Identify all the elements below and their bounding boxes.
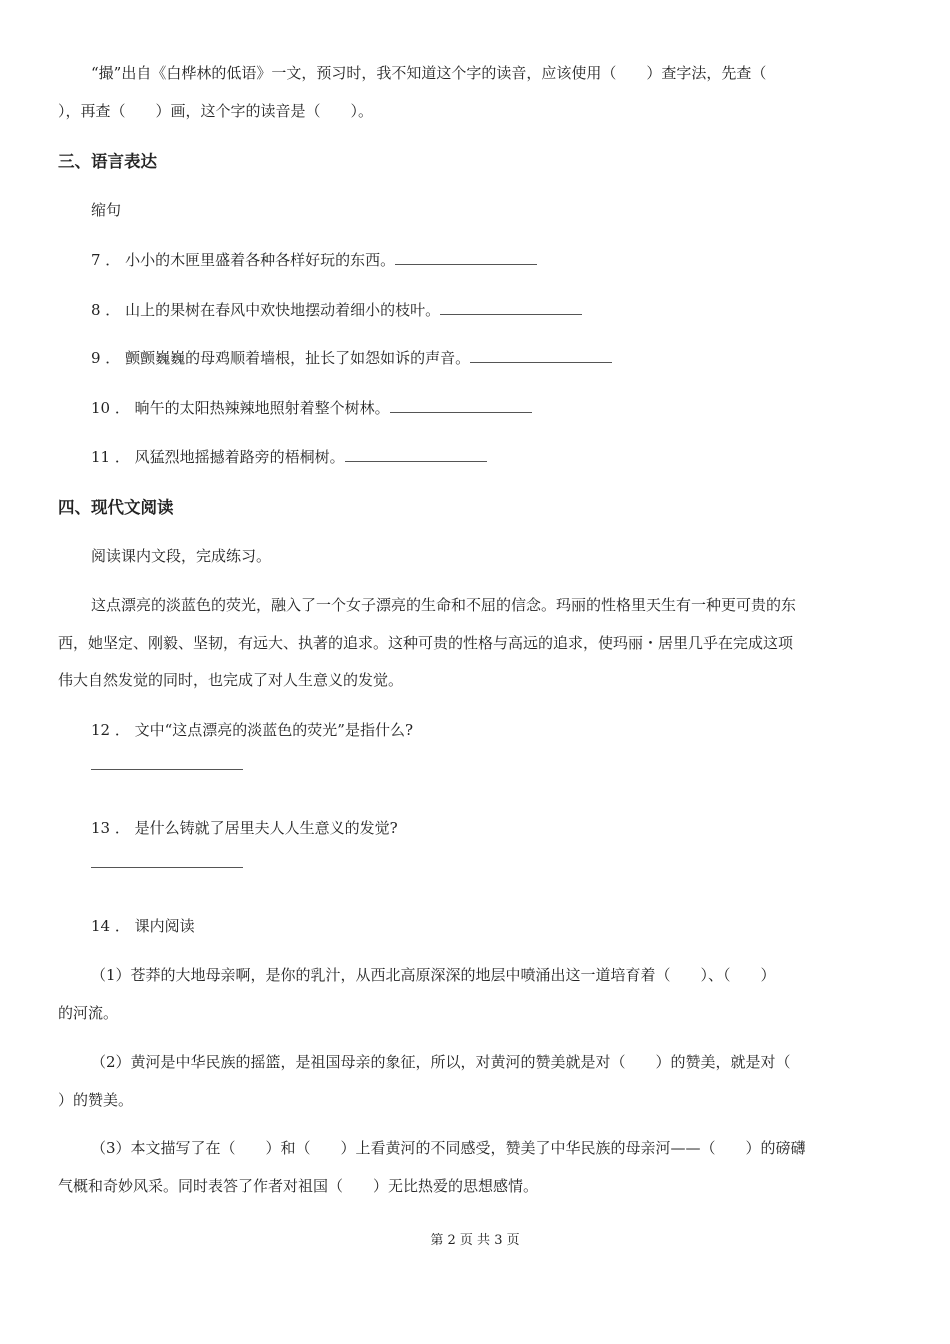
sub-question-3-line-2: 气概和奇妙风采。同时表答了作者对祖国（ ）无比热爱的思想感情。 [58, 1177, 539, 1195]
answer-blank[interactable] [470, 348, 612, 363]
question-7 [91, 249, 537, 270]
sub-question-1-line-1: （1）苍莽的大地母亲啊，是你的乳汁，从西北高原深深的地层中喷涌出这一道培育着（ ）、（ ） [91, 966, 776, 984]
question-text: 10 ． 晌午的太阳热辣辣地照射着整个树林。 [91, 399, 390, 417]
answer-blank-13[interactable] [91, 867, 243, 868]
question-9 [91, 347, 612, 368]
passage-line-3: 伟大自然发觉的同时，也完成了对人生意义的发觉。 [58, 671, 404, 689]
section-4-title: 四、现代文阅读 [58, 498, 174, 517]
page-footer: 第 2 页 共 3 页 [430, 1233, 520, 1248]
question-text: 11 ． 风猛烈地摇撼着路旁的梧桐树。 [91, 448, 345, 466]
question-13: 13 ． 是什么铸就了居里夫人人生意义的发觉? [91, 819, 398, 837]
intro-line-1: “撮”出自《白桦林的低语》一文，预习时，我不知道这个字的读音，应该使用（ ）查字法，先查（ [91, 64, 767, 82]
answer-blank[interactable] [440, 300, 582, 315]
sub-question-2-line-1: （2）黄河是中华民族的摇篮，是祖国母亲的象征，所以，对黄河的赞美就是对（ ）的赞美，就是对（ [91, 1053, 791, 1071]
question-text: 9 ． 颤颤巍巍的母鸡顺着墙根，扯长了如怨如诉的声音。 [91, 349, 471, 367]
question-12: 12 ． 文中“这点漂亮的淡蓝色的荧光”是指什么? [91, 721, 414, 739]
question-8 [91, 299, 582, 320]
section-4-instruction: 阅读课内文段，完成练习。 [91, 547, 272, 565]
question-11 [91, 446, 487, 467]
sub-question-1-line-2: 的河流。 [58, 1004, 119, 1022]
answer-blank[interactable] [345, 447, 487, 462]
sub-question-3-line-1: （3）本文描写了在（ ）和（ ）上看黄河的不同感受，赞美了中华民族的母亲河——（ ）的磅礴 [91, 1139, 806, 1157]
question-text: 7 ． 小小的木匣里盛着各种各样好玩的东西。 [91, 251, 396, 269]
answer-blank[interactable] [390, 398, 532, 413]
passage-line-2: 西，她坚定、刚毅、坚韧，有远大、执著的追求。这种可贵的性格与高远的追求，使玛丽・居里几乎在完成这项 [58, 634, 794, 652]
question-text: 8 ． 山上的果树在春风中欢快地摆动着细小的枝叶。 [91, 301, 441, 319]
intro-line-2: ），再查（ ）画，这个字的读音是（ ）。 [58, 102, 374, 120]
answer-blank[interactable] [395, 250, 537, 265]
answer-blank-12[interactable] [91, 769, 243, 770]
section-3-subtitle: 缩句 [91, 201, 122, 219]
passage-line-1: 这点漂亮的淡蓝色的荧光，融入了一个女子漂亮的生命和不屈的信念。玛丽的性格里天生有一种更可贵的东 [91, 596, 797, 614]
sub-question-2-line-2: ）的赞美。 [58, 1091, 134, 1109]
question-14: 14 ． 课内阅读 [91, 917, 195, 935]
question-10 [91, 397, 532, 418]
section-3-title: 三、语言表达 [58, 152, 157, 171]
